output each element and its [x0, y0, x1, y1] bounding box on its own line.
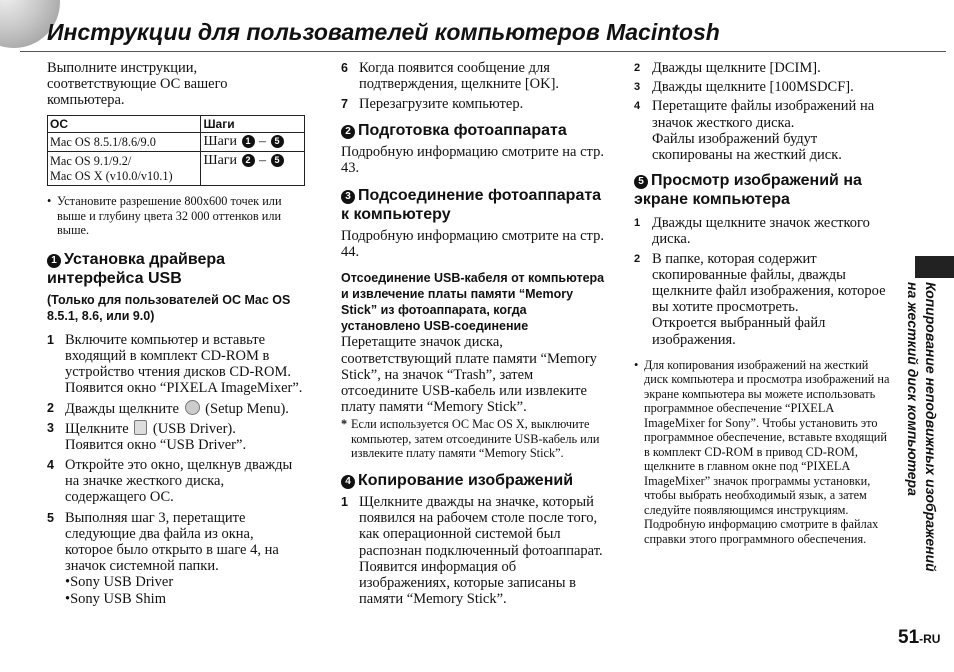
title-rule	[20, 51, 946, 52]
column-3	[634, 60, 890, 546]
list-item: 1 Включите компьютер и вставьте входящий в комплект CD-ROM в устройство чтения дисков CD-ROM. Появится окно “PIXELA ImageMixer”.	[47, 331, 303, 397]
side-label: Копирование неподвижных изображений на жесткий диск компьютера	[905, 282, 939, 572]
install-steps-continued	[341, 60, 606, 113]
section-subtitle: (Только для пользователей ОС Mac OS 8.5.1, 8.6, или 9.0)	[47, 292, 291, 323]
intro-text: Выполните инструкции, соответствующие ОС вашего компьютера.	[47, 60, 228, 109]
side-tab-marker	[915, 256, 954, 278]
list-item: 4 Откройте это окно, щелкнув дважды на значке жесткого диска, содержащего ОС.	[47, 457, 293, 506]
table-row	[48, 152, 305, 186]
steps-cell: Шаги 2 – 5	[201, 152, 305, 186]
os-header: ОС	[48, 115, 201, 132]
list-item: 4 Перетащите файлы изображений на значок жесткого диска. Файлы изображений будут скопированы на жесткий диск.	[634, 98, 875, 164]
copy-steps	[341, 494, 606, 607]
list-item: 7 Перезагрузите компьютер.	[341, 96, 524, 113]
section-heading: 4 Копирование изображений	[341, 471, 606, 490]
section-heading: 2 Подготовка фотоаппарата	[341, 121, 606, 140]
list-item: 1 Дважды щелкните значок жесткого диска.	[634, 215, 870, 248]
os-cell: Mac OS 9.1/9.2/ Mac OS X (v10.0/v10.1)	[48, 152, 201, 186]
list-item: 3 Щелкните (USB Driver). Появится окно “USB Driver”.	[47, 420, 247, 453]
list-item: 2 Дважды щелкните [DCIM].	[634, 60, 821, 76]
section-number-icon: 5	[634, 175, 648, 189]
section-number-icon: 2	[341, 125, 355, 139]
section-text: Подробную информацию смотрите на стр. 43.	[341, 143, 604, 176]
usb-driver-icon	[134, 420, 147, 435]
section-heading: 3 Подсоединение фотоаппарата к компьютеру	[341, 187, 602, 224]
list-item: 2 В папке, которая содержит скопированные файлы, дважды щелкните файл изображения, которое вы хотите просмотреть. Откроется выбранный файл изображения.	[634, 250, 886, 348]
section-number-icon: 4	[341, 475, 355, 489]
section-number-icon: 1	[47, 254, 61, 268]
step-number-icon: 2	[242, 154, 255, 167]
step-number-icon: 5	[271, 135, 284, 148]
section-heading: 5 Просмотр изображений на экране компьютера	[634, 172, 862, 209]
step-number-icon: 1	[242, 135, 255, 148]
table-row	[48, 132, 305, 152]
page-number: 51-RU	[898, 627, 941, 648]
resolution-note: • Установите разрешение 800x600 точек или выше и глубину цвета 32 000 оттенков или выше.	[47, 194, 282, 238]
setup-menu-icon	[185, 400, 200, 415]
disconnect-note: * Если используется ОС Mac OS X, выключите компьютер, затем отсоедините USB-кабель или извлеките плату памяти “Memory Stick”.	[341, 417, 600, 461]
list-item: 6 Когда появится сообщение для подтверждения, щелкните [OK].	[341, 60, 560, 93]
list-item: 3 Дважды щелкните [100MSDCF].	[634, 79, 854, 96]
steps-cell: Шаги 1 – 5	[201, 132, 305, 152]
view-steps	[634, 215, 890, 348]
disconnect-heading: Отсоединение USB-кабеля от компьютера и извлечение платы памяти “Memory Stick” из фотоаппарата, когда установлено USB-соединение	[341, 271, 605, 334]
column-1	[47, 60, 305, 607]
os-table	[47, 115, 305, 187]
step-number-icon: 5	[271, 154, 284, 167]
install-steps	[47, 332, 305, 607]
section-heading: 1 Установка драйвера интерфейса USB	[47, 250, 226, 287]
disconnect-text: Перетащите значок диска, соответствующий плате памяти “Memory Stick”, на значок “Trash”, затем отсоедините USB-кабель или извлеките плату памяти “Memory Stick”.	[341, 334, 597, 416]
list-item: 5 Выполняя шаг 3, перетащите следующие два файла из окна, которое было открыто в шаге 4, на значок системной папки. •Sony USB Driver •Sony USB Shim	[47, 509, 279, 607]
software-note: • Для копирования изображений на жесткий диск компьютера и просмотра изображений на экране компьютера вы можете использовать программное обеспечение “PIXELA ImageMixer for Sony”. Чтобы установить это программное обеспечение, вставьте входящий в комплект CD-ROM в привод CD-ROM, щелкните в главном окне под “PIXELA ImageMixer” значок программы установки, чтобы выбрать необходимый язык, а затем следуйте появляющимся инструкциям. Подробную информацию смотрите в файлах справки этого программного обеспечения.	[634, 357, 890, 546]
page-title: Инструкции для пользователей компьютеров Macintosh	[47, 19, 720, 45]
section-text: Подробную информацию смотрите на стр. 44.	[341, 228, 604, 261]
column-2	[341, 60, 606, 607]
os-cell: Mac OS 8.5.1/8.6/9.0	[48, 132, 201, 152]
list-item: 1 Щелкните дважды на значке, который появился на рабочем столе после того, как операционной системой был распознан подключенный фотоаппарат. Появится информация об изображениях, которые записаны в памяти “Memory Stick”.	[341, 493, 603, 608]
list-item: 2 Дважды щелкните (Setup Menu).	[47, 401, 289, 418]
section-number-icon: 3	[341, 190, 355, 204]
steps-header: Шаги	[201, 115, 305, 132]
os-table-header	[48, 115, 305, 132]
copy-steps-continued	[634, 60, 890, 163]
